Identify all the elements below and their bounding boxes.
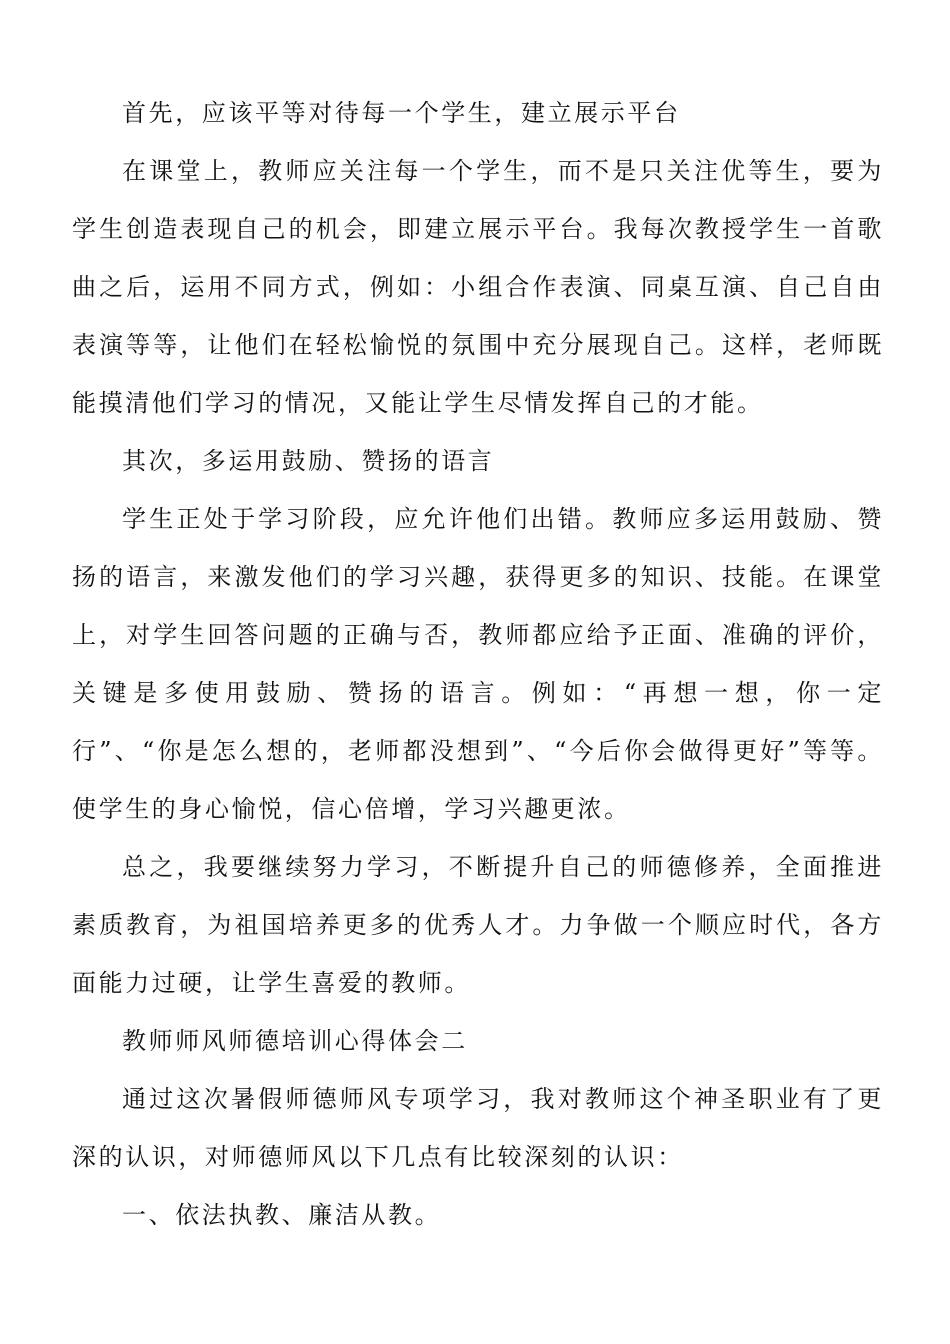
body-paragraph-classroom-platform: 在课堂上，教师应关注每一个学生，而不是只关注优等生，要为学生创造表现自己的机会，即建立展示平台。我每次教授学生一首歌曲之后，运用不同方式，例如：小组合作表演、同桌互演、自己自由表演等等，让他们在轻松愉悦的氛围中充分展现自己。这样，老师既能摸清他们学习的情况，又能让学生尽情发挥自己的才能。 bbox=[72, 157, 884, 417]
body-paragraph-summer-study: 通过这次暑假师德师风专项学习，我对教师这个神圣职业有了更深的认识，对师德师风以下几点有比较深刻的认识： bbox=[72, 1085, 884, 1171]
section-heading-encouragement: 其次，多运用鼓励、赞扬的语言 bbox=[122, 447, 495, 475]
list-heading-first-point: 一、依法执教、廉洁从教。 bbox=[122, 1201, 442, 1229]
article-title-part-two: 教师师风师德培训心得体会二 bbox=[122, 1027, 468, 1055]
body-paragraph-encouragement: 学生正处于学习阶段，应允许他们出错。教师应多运用鼓励、赞扬的语言，来激发他们的学习兴趣，获得更多的知识、技能。在课堂上，对学生回答问题的正确与否，教师都应给予正面、准确的评价，关键是多使用鼓励、赞扬的语言。例如：“再想一想，你一定行”、“你是怎么想的，老师都没想到”、“今后你会做得更好”等等。使学生的身心愉悦，信心倍增，学习兴趣更浓。 bbox=[72, 505, 884, 823]
section-heading-equal-treatment: 首先，应该平等对待每一个学生，建立展示平台 bbox=[122, 99, 681, 127]
body-paragraph-conclusion: 总之，我要继续努力学习，不断提升自己的师德修养，全面推进素质教育，为祖国培养更多的优秀人才。力争做一个顺应时代，各方面能力过硬，让学生喜爱的教师。 bbox=[72, 853, 884, 997]
